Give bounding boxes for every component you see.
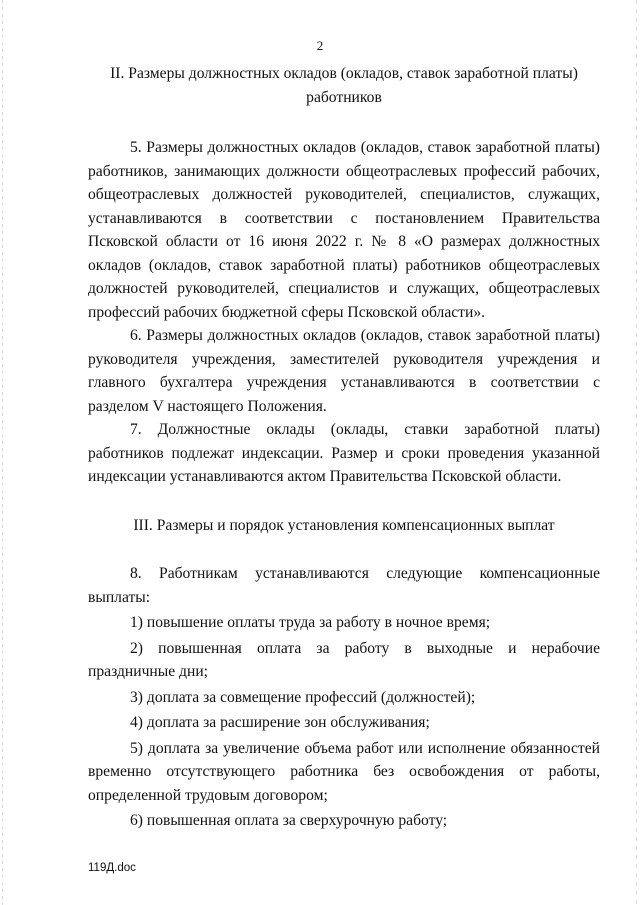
file-name-footer: 119Д.doc	[88, 862, 136, 874]
page-number: 2	[316, 38, 324, 53]
list-item: 1) повышение оплаты труда за работу в ночное время;	[130, 614, 491, 631]
paragraph-8: 8. Работникам устанавливаются следующие компенсационные выплаты:	[88, 565, 600, 606]
scan-edge-left	[2, 0, 3, 905]
section-2-heading: II. Размеры должностных окладов (окладов, ставок заработной платы) работников	[110, 65, 578, 106]
scan-edge-right	[636, 0, 637, 905]
list-item: 5) доплата за увеличение объема работ или исполнение обязанностей временно отсутствующего работника без освобождения от работы, определенной трудовым договором;	[88, 739, 600, 804]
paragraph-5: 5. Размеры должностных окладов (окладов, ставок заработной платы) работников, занимающих должности общеотраслевых профессий рабочих, общеотраслевых должностей руководителей, специалистов, служащих, устанавливаются в соответствии с постановлением Правительства Псковской области от 16 июня 2022 г. № 8 «О размерах должностных окладов (окладов, ставок заработной платы) работников общеотраслевых должностей руководителей, специалистов и служащих, общеотраслевых профессий рабочих бюджетной сферы Псковской области».	[88, 139, 600, 321]
paragraph-7: 7. Должностные оклады (оклады, ставки заработной платы) работников подлежат индексации. Размер и сроки проведения указанной индексации устанавливаются актом Правительства Псковской области.	[88, 421, 600, 485]
paragraph-6: 6. Размеры должностных окладов (окладов, ставок заработной платы) руководителя учреждения, заместителей руководителя учреждения и главного бухгалтера учреждения устанавливаются в соответствии с разделом V настоящего Положения.	[88, 327, 600, 415]
list-item: 3) доплата за совмещение профессий (должностей);	[130, 688, 476, 706]
document-body	[88, 62, 600, 835]
list-item: 6) повышенная оплата за сверхурочную работу;	[130, 812, 448, 829]
list-item: 4) доплата за расширение зон обслуживания;	[130, 714, 430, 731]
list-item: 2) повышенная оплата за работу в выходные и нерабочие праздничные дни;	[88, 639, 600, 680]
section-3-heading: III. Размеры и порядок установления компенсационных выплат	[133, 516, 555, 534]
